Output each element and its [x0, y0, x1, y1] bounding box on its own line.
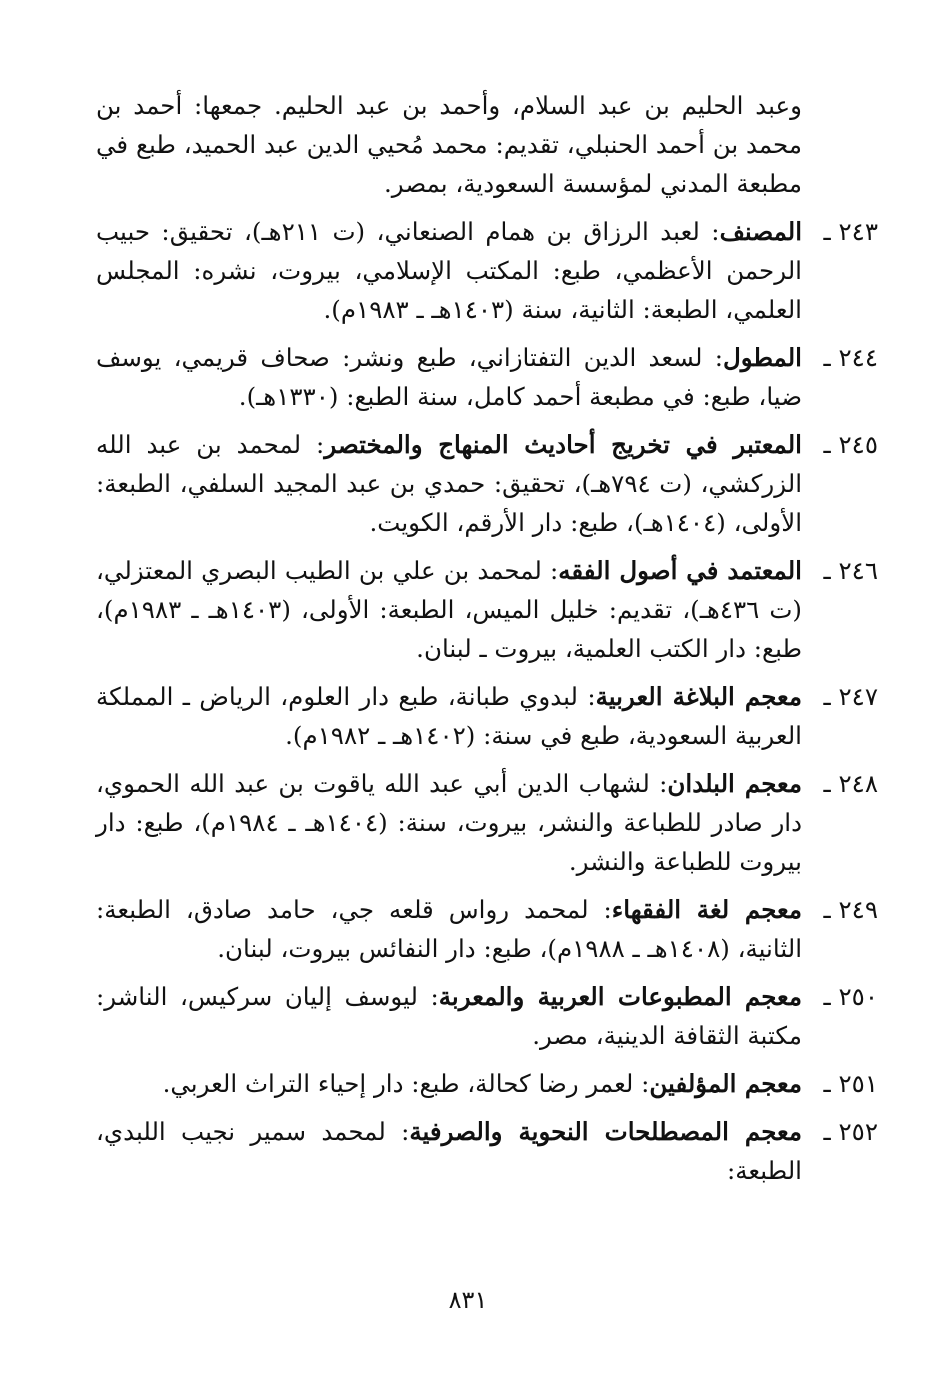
bibliography-entry — [96, 425, 878, 542]
entry-number: ٢٤٦ ـ — [823, 556, 878, 585]
entry-number: ٢٤٩ ـ — [823, 895, 878, 924]
bibliography-entry — [96, 890, 878, 968]
entry-text — [96, 677, 802, 755]
page-body — [96, 86, 878, 1199]
entry-text — [96, 1112, 802, 1190]
bibliography-entry — [96, 977, 878, 1055]
continuation-paragraph: وعبد الحليم بن عبد السلام، وأحمد بن عبد الحليم. جمعها: أحمد بن محمد بن أحمد الحنبلي، تقديم: محمد مُحيي الدين عبد الحميد، طبع في مطبعة المدني لمؤسسة السعودية، بمصر. — [96, 91, 802, 198]
bibliography-entry — [96, 1112, 878, 1190]
entry-title: معجم المؤلفين — [649, 1069, 802, 1098]
bibliography-entry — [96, 338, 878, 416]
entry-title: معجم لغة الفقهاء — [611, 895, 802, 924]
entry-text — [96, 1064, 802, 1103]
bibliography-entry — [96, 764, 878, 881]
entry-description: : لعمر رضا كحالة، طبع: دار إحياء التراث العربي. — [162, 1069, 650, 1098]
entry-description: : لبدوي طبانة، طبع دار العلوم، الرياض ـ المملكة العربية السعودية، طبع في سنة: (١٤٠٢هـ ـ ١٩٨٢م). — [96, 682, 802, 750]
bibliography-entry — [96, 212, 878, 329]
bibliography-entry — [96, 1064, 878, 1103]
entry-text — [96, 764, 802, 881]
bibliography-entry — [96, 677, 878, 755]
entry-title: المصنف — [719, 217, 802, 246]
entry-description: : لمحمد بن علي بن الطيب البصري المعتزلي، (ت ٤٣٦هـ)، تقديم: خليل الميس، الطبعة: الأولى، (١٤٠٣هـ ـ ١٩٨٣م)، طبع: دار الكتب العلمية، بيروت ـ لبنان. — [96, 556, 802, 663]
entry-title: معجم المطبوعات العربية والمعربة — [438, 982, 802, 1011]
entry-description: : لمحمد رواس قلعه جي، حامد صادق، الطبعة: الثانية، (١٤٠٨هـ ـ ١٩٨٨م)، طبع: دار النفائس بيروت، لبنان. — [96, 895, 802, 963]
entry-text — [96, 212, 802, 329]
entry-number: ٢٤٤ ـ — [823, 343, 878, 372]
entry-text — [96, 977, 802, 1055]
entry-title: المطول — [723, 343, 802, 372]
bibliography-entry — [96, 551, 878, 668]
entry-title: معجم المصطلحات النحوية والصرفية — [409, 1117, 802, 1146]
entry-number: ٢٤٥ ـ — [823, 430, 878, 459]
entry-title: معجم البلدان — [667, 769, 802, 798]
entry-title: معجم البلاغة العربية — [595, 682, 802, 711]
entry-title: المعتمد في أصول الفقه — [558, 556, 802, 585]
entry-description: : لشهاب الدين أبي عبد الله ياقوت بن عبد الله الحموي، دار صادر للطباعة والنشر، بيروت، سنة: (١٤٠٤هـ ـ ١٩٨٤م)، طبع: دار بيروت للطباعة والنشر. — [96, 769, 802, 876]
entry-number: ٢٥٠ ـ — [823, 982, 878, 1011]
entry-description: : ليوسف إليان سركيس، الناشر: مكتبة الثقافة الدينية، مصر. — [96, 982, 802, 1050]
entry-description: : لمحمد بن عبد الله الزركشي، (ت ٧٩٤هـ)، تحقيق: حمدي بن عبد المجيد السلفي، الطبعة: الأولى، (١٤٠٤هـ)، طبع: دار الأرقم، الكويت. — [96, 430, 802, 537]
entry-number: ٢٤٧ ـ — [823, 682, 878, 711]
entry-number: ٢٤٨ ـ — [823, 769, 878, 798]
entry-text — [96, 551, 802, 668]
entry-description: : لمحمد سمير نجيب اللبدي، الطبعة: — [96, 1117, 802, 1185]
entry-title: المعتبر في تخريج أحاديث المنهاج والمختصر — [324, 430, 802, 459]
bibliography-list — [96, 212, 878, 1190]
entry-text — [96, 338, 802, 416]
page-number: ٨٣١ — [448, 1286, 488, 1314]
entry-description: : لسعد الدين التفتازاني، طبع ونشر: صحاف قريمي، يوسف ضيا، طبع: في مطبعة أحمد كامل، سنة الطبع: (١٣٣٠هـ). — [96, 343, 802, 411]
entry-number: ٢٥١ ـ — [823, 1069, 878, 1098]
entry-number: ٢٤٣ ـ — [823, 217, 878, 246]
entry-text — [96, 890, 802, 968]
entry-text — [96, 425, 802, 542]
entry-description: : لعبد الرزاق بن همام الصنعاني، (ت ٢١١هـ)، تحقيق: حبيب الرحمن الأعظمي، طبع: المكتب الإسلامي، بيروت، نشره: المجلس العلمي، الطبعة: الثانية، سنة (١٤٠٣هـ ـ ١٩٨٣م). — [96, 217, 802, 324]
entry-number: ٢٥٢ ـ — [823, 1117, 878, 1146]
